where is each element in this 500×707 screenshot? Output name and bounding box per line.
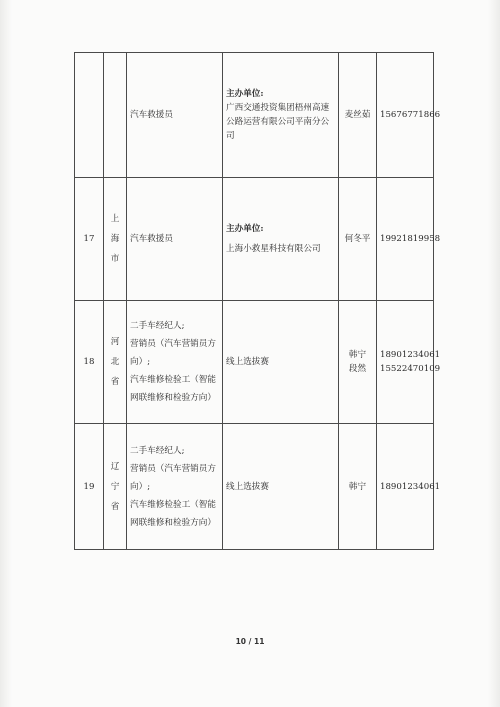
row-occupation: 汽车救援员: [127, 178, 223, 301]
row-region: [104, 53, 127, 178]
row-occupation: 二手车经纪人; 营销员（汽车营销员方向）; 汽车维修检验工（智能网联维修和检验方向）: [127, 301, 223, 424]
row-phone: 18901234061 15522470109: [377, 301, 434, 424]
row-contact: 何冬平: [339, 178, 377, 301]
table-row: [75, 424, 434, 550]
row-region: 上海市: [104, 178, 127, 301]
table-row: [75, 178, 434, 301]
row-index: 18: [75, 301, 104, 424]
row-phone: 18901234061: [377, 424, 434, 550]
row-occupation: 二手车经纪人; 营销员（汽车营销员方向）; 汽车维修检验工（智能网联维修和检验方向）: [127, 424, 223, 550]
page-number: 10 / 11: [235, 637, 265, 646]
row-contact: 韩宁: [339, 424, 377, 550]
competition-table: [74, 52, 441, 550]
table-row: [75, 53, 434, 178]
row-contact: 麦丝茹: [339, 53, 377, 178]
row-organizer: 线上选拔赛: [223, 301, 339, 424]
row-occupation: 汽车救援员: [127, 53, 223, 178]
row-contact: 韩宁 段然: [339, 301, 377, 424]
row-phone: 19921819958: [377, 178, 434, 301]
row-phone: 15676771866: [377, 53, 434, 178]
row-organizer: 线上选拔赛: [223, 424, 339, 550]
row-index: 17: [75, 178, 104, 301]
table-row: [75, 301, 434, 424]
row-index: 19: [75, 424, 104, 550]
row-organizer: 主办单位: 上海小救星科技有限公司: [223, 178, 339, 301]
row-region: 辽宁省: [104, 424, 127, 550]
row-organizer: 主办单位: 广西交通投资集团梧州高速公路运营有限公司平南分公司: [223, 53, 339, 178]
row-region: 河北省: [104, 301, 127, 424]
row-index: [75, 53, 104, 178]
